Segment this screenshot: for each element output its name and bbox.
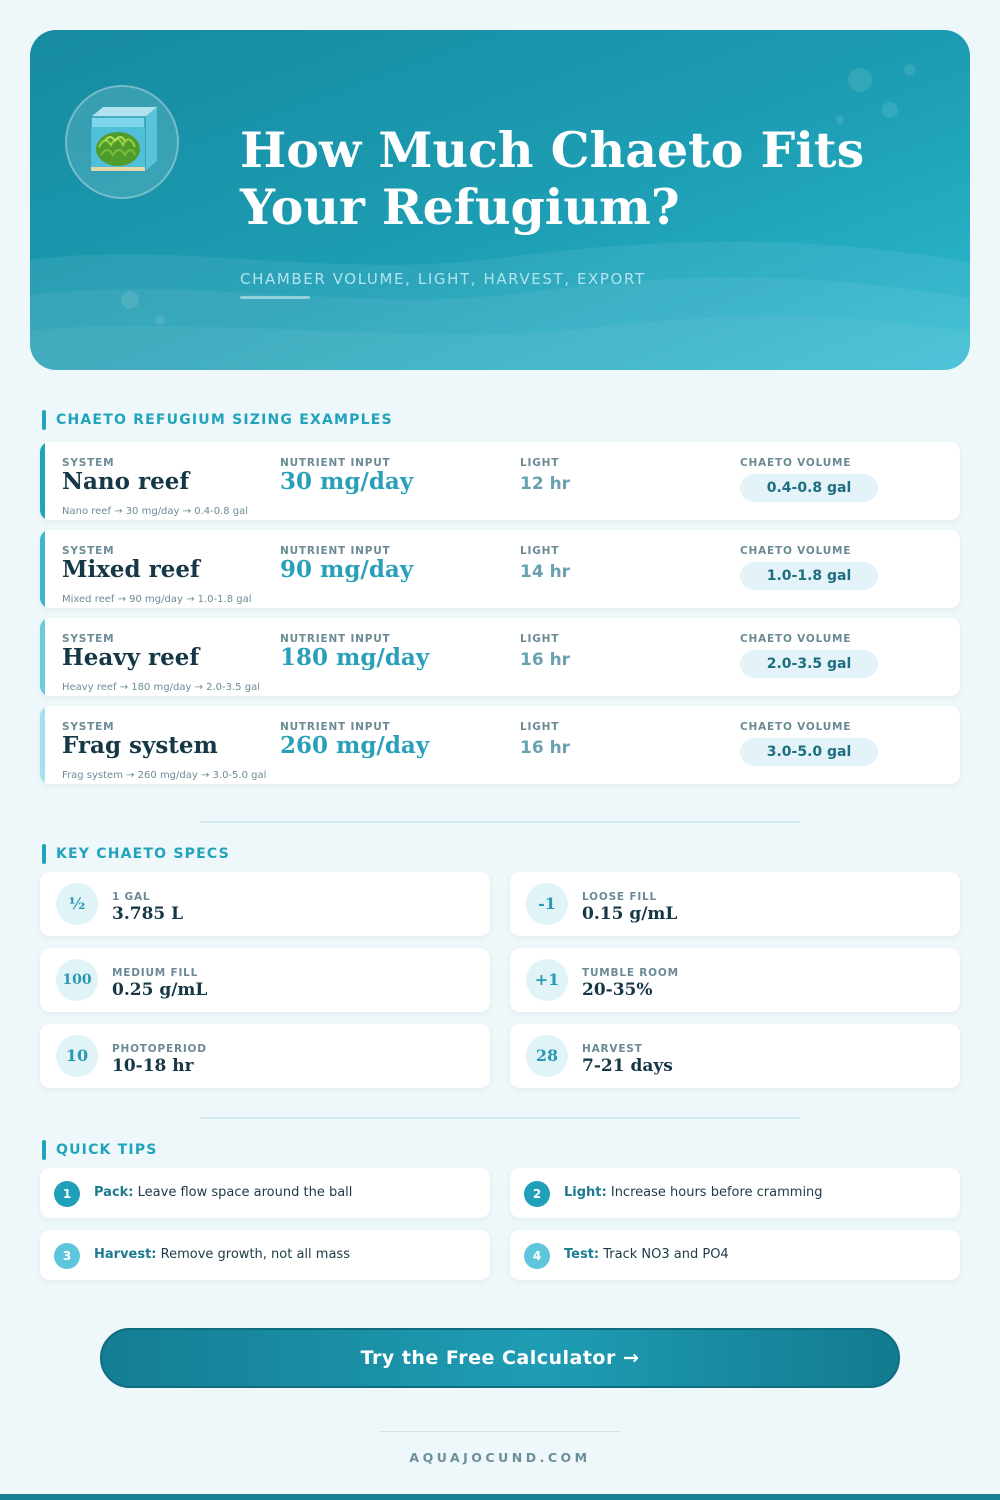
sizing-row xyxy=(40,442,960,520)
row-summary: Nano reef → 30 mg/day → 0.4-0.8 gal xyxy=(62,506,249,517)
column-label-system: SYSTEM xyxy=(62,633,115,645)
tip-card xyxy=(40,1168,490,1218)
system-name: Frag system xyxy=(62,732,218,759)
spec-card xyxy=(510,872,960,936)
hero-banner xyxy=(30,30,970,370)
tip-number-badge: 3 xyxy=(54,1243,80,1269)
spec-label: HARVEST xyxy=(582,1043,643,1055)
row-accent-bar xyxy=(40,442,45,520)
column-label-light: LIGHT xyxy=(520,721,560,733)
tip-text xyxy=(564,1247,729,1262)
bottom-bar xyxy=(0,1494,1000,1500)
row-summary: Heavy reef → 180 mg/day → 2.0-3.5 gal xyxy=(62,682,260,693)
row-summary: Mixed reef → 90 mg/day → 1.0-1.8 gal xyxy=(62,594,252,605)
tip-keyword: Light: xyxy=(564,1185,607,1200)
column-label-nutrient: NUTRIENT INPUT xyxy=(280,545,391,557)
chaeto-volume-badge: 0.4-0.8 gal xyxy=(740,474,878,502)
nutrient-input-value: 30 mg/day xyxy=(280,468,414,495)
column-label-system: SYSTEM xyxy=(62,545,115,557)
spec-value: 20-35% xyxy=(582,980,653,1000)
light-value: 12 hr xyxy=(520,474,571,494)
column-label-light: LIGHT xyxy=(520,457,560,469)
spec-badge: 10 xyxy=(56,1035,98,1077)
spec-value: 0.15 g/mL xyxy=(582,904,678,924)
footer-divider xyxy=(380,1431,620,1432)
title-line-1: How Much Chaeto Fits xyxy=(240,121,865,179)
calculator-button[interactable]: Try the Free Calculator → xyxy=(100,1328,900,1388)
column-label-system: SYSTEM xyxy=(62,721,115,733)
spec-value: 7-21 days xyxy=(582,1056,673,1076)
nutrient-input-value: 180 mg/day xyxy=(280,644,430,671)
tip-number-badge: 2 xyxy=(524,1181,550,1207)
tank-chaeto-icon xyxy=(65,85,179,199)
sizing-heading: CHAETO REFUGIUM SIZING EXAMPLES xyxy=(42,410,393,430)
spec-badge: -1 xyxy=(526,883,568,925)
spec-value: 3.785 L xyxy=(112,904,184,924)
light-value: 16 hr xyxy=(520,738,571,758)
sizing-row xyxy=(40,530,960,608)
spec-label: PHOTOPERIOD xyxy=(112,1043,207,1055)
tip-description: Track NO3 and PO4 xyxy=(603,1247,729,1262)
tip-keyword: Pack: xyxy=(94,1185,134,1200)
nutrient-input-value: 260 mg/day xyxy=(280,732,430,759)
light-value: 14 hr xyxy=(520,562,571,582)
column-label-volume: CHAETO VOLUME xyxy=(740,545,852,557)
row-accent-bar xyxy=(40,530,45,608)
column-label-light: LIGHT xyxy=(520,633,560,645)
column-label-nutrient: NUTRIENT INPUT xyxy=(280,457,391,469)
spec-label: 1 GAL xyxy=(112,891,151,903)
spec-badge: 100 xyxy=(56,959,98,1001)
tip-card xyxy=(510,1168,960,1218)
spec-badge: ½ xyxy=(56,883,98,925)
spec-label: TUMBLE ROOM xyxy=(582,967,679,979)
chaeto-volume-badge: 1.0-1.8 gal xyxy=(740,562,878,590)
spec-card xyxy=(40,1024,490,1088)
spec-card xyxy=(40,948,490,1012)
row-accent-bar xyxy=(40,618,45,696)
spec-badge: +1 xyxy=(526,959,568,1001)
system-name: Nano reef xyxy=(62,468,190,495)
footer-site[interactable]: AQUAJOCUND.COM xyxy=(409,1450,591,1465)
hero-subtitle: CHAMBER VOLUME, LIGHT, HARVEST, EXPORT xyxy=(240,270,646,288)
tip-keyword: Harvest: xyxy=(94,1247,157,1262)
column-label-volume: CHAETO VOLUME xyxy=(740,457,852,469)
row-accent-bar xyxy=(40,706,45,784)
spec-label: LOOSE FILL xyxy=(582,891,658,903)
tip-number-badge: 4 xyxy=(524,1243,550,1269)
tips-heading: QUICK TIPS xyxy=(42,1140,158,1160)
spec-badge: 28 xyxy=(526,1035,568,1077)
tip-text xyxy=(94,1247,350,1262)
column-label-volume: CHAETO VOLUME xyxy=(740,633,852,645)
tip-text xyxy=(94,1185,352,1200)
spec-value: 0.25 g/mL xyxy=(112,980,208,1000)
column-label-nutrient: NUTRIENT INPUT xyxy=(280,721,391,733)
column-label-nutrient: NUTRIENT INPUT xyxy=(280,633,391,645)
divider xyxy=(200,821,800,823)
spec-card xyxy=(510,1024,960,1088)
tip-description: Leave flow space around the ball xyxy=(137,1185,353,1200)
sizing-row xyxy=(40,618,960,696)
tip-card xyxy=(40,1230,490,1280)
sizing-row xyxy=(40,706,960,784)
subtitle-underline xyxy=(240,296,310,299)
chaeto-volume-badge: 2.0-3.5 gal xyxy=(740,650,878,678)
tip-description: Remove growth, not all mass xyxy=(160,1247,350,1262)
title-line-2: Your Refugium? xyxy=(240,178,680,236)
nutrient-input-value: 90 mg/day xyxy=(280,556,414,583)
chaeto-volume-badge: 3.0-5.0 gal xyxy=(740,738,878,766)
row-summary: Frag system → 260 mg/day → 3.0-5.0 gal xyxy=(62,770,267,781)
spec-label: MEDIUM FILL xyxy=(112,967,199,979)
column-label-system: SYSTEM xyxy=(62,457,115,469)
spec-card xyxy=(40,872,490,936)
system-name: Heavy reef xyxy=(62,644,200,671)
page-title xyxy=(240,122,940,236)
tip-text xyxy=(564,1185,823,1200)
spec-card xyxy=(510,948,960,1012)
system-name: Mixed reef xyxy=(62,556,200,583)
tip-description: Increase hours before cramming xyxy=(610,1185,823,1200)
column-label-volume: CHAETO VOLUME xyxy=(740,721,852,733)
light-value: 16 hr xyxy=(520,650,571,670)
divider xyxy=(200,1117,800,1119)
tip-keyword: Test: xyxy=(564,1247,600,1262)
spec-value: 10-18 hr xyxy=(112,1056,194,1076)
specs-heading: KEY CHAETO SPECS xyxy=(42,844,230,864)
column-label-light: LIGHT xyxy=(520,545,560,557)
tip-card xyxy=(510,1230,960,1280)
tip-number-badge: 1 xyxy=(54,1181,80,1207)
